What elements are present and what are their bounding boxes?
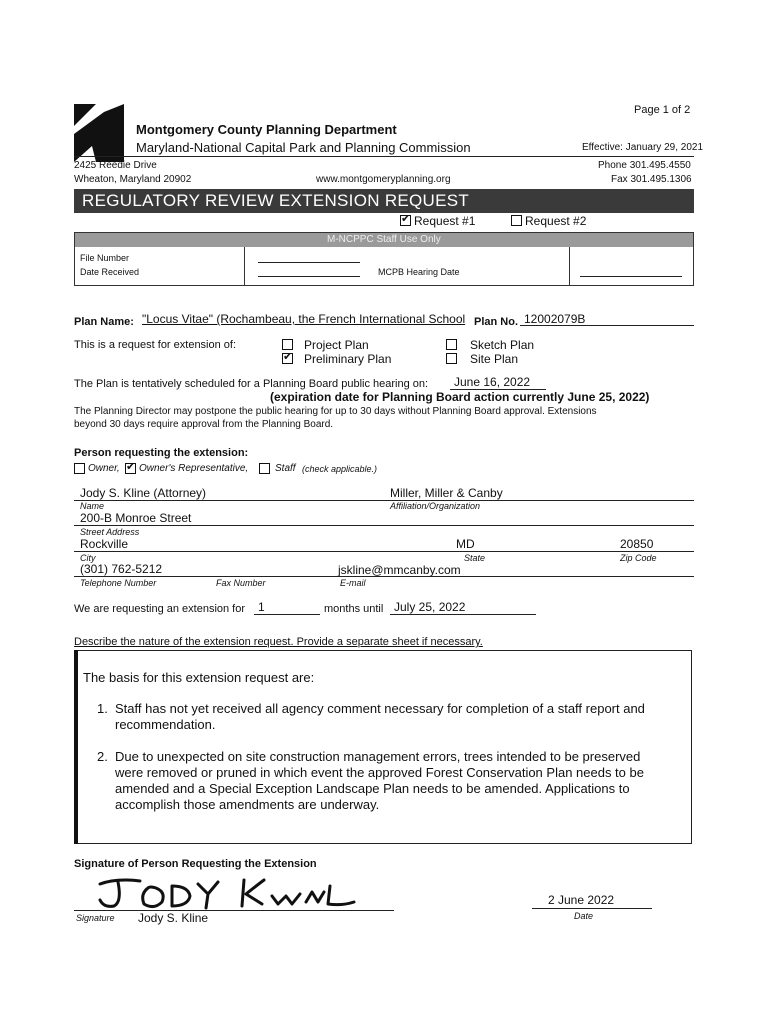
requester-org[interactable]: Miller, Miller & Canby <box>390 486 503 500</box>
phone-line <box>74 576 694 577</box>
staff-use-table <box>74 232 694 286</box>
basis-intro: The basis for this extension request are: <box>83 670 315 685</box>
site-plan-label: Site Plan <box>470 352 519 366</box>
describe-instruction: Describe the nature of the extension request. Provide a separate sheet if necessary. <box>74 636 483 648</box>
date-received-label: Date Received <box>80 267 140 277</box>
staff-checkbox[interactable] <box>259 463 270 474</box>
owner-rep-label: Owner's Representative, <box>139 463 249 474</box>
request-1-checkbox[interactable] <box>400 215 411 226</box>
file-number-field[interactable] <box>258 262 360 263</box>
preliminary-plan-label: Preliminary Plan <box>304 352 392 366</box>
site-plan-checkbox[interactable] <box>446 353 457 364</box>
street-line <box>74 525 694 526</box>
email-label: E-mail <box>340 578 366 588</box>
website: www.montgomeryplanning.org <box>316 174 451 185</box>
date-received-field[interactable] <box>258 276 360 277</box>
person-heading: Person requesting the extension: <box>74 447 249 459</box>
basis-box[interactable] <box>74 650 692 844</box>
basis-item-2-line-3: amended and a Special Exception Landscape Plan needs to be amended. Applications to <box>115 781 630 796</box>
org-label: Affiliation/Organization <box>390 501 481 511</box>
sketch-plan-label: Sketch Plan <box>470 338 535 352</box>
mcpb-hearing-field[interactable] <box>580 276 682 277</box>
signature-line <box>74 910 394 911</box>
state-label: State <box>464 553 486 563</box>
name-label: Name <box>80 501 105 511</box>
plan-no-value[interactable]: 12002079B <box>524 312 586 326</box>
date-line <box>532 908 652 909</box>
owner-rep-checkbox[interactable] <box>125 463 136 474</box>
owner-checkbox[interactable] <box>74 463 85 474</box>
address-line-2: Wheaton, Maryland 20902 <box>74 174 192 185</box>
months-underline <box>254 614 320 615</box>
name-line <box>74 500 694 501</box>
street-address[interactable]: 200-B Monroe Street <box>80 511 192 525</box>
page-number: Page 1 of 2 <box>634 104 691 116</box>
email[interactable]: jskline@mmcanby.com <box>338 563 461 577</box>
org-name: Montgomery County Planning Department <box>136 122 397 137</box>
hearing-date[interactable]: June 16, 2022 <box>454 375 531 389</box>
zip[interactable]: 20850 <box>620 537 654 551</box>
signature-heading: Signature of Person Requesting the Extension <box>74 858 317 870</box>
request-1-label: Request #1 <box>414 214 476 228</box>
city-label: City <box>80 553 96 563</box>
street-label: Street Address <box>80 527 140 537</box>
check-applicable-note: (check applicable.) <box>302 464 378 474</box>
state[interactable]: MD <box>456 537 475 551</box>
city-line <box>74 551 694 552</box>
extension-until[interactable]: July 25, 2022 <box>394 600 466 614</box>
signature-date[interactable]: 2 June 2022 <box>548 893 615 907</box>
fax-label: Fax Number <box>216 578 266 588</box>
extension-mid: months until <box>324 603 384 615</box>
telephone[interactable]: (301) 762-5212 <box>80 562 163 576</box>
hearing-text: The Plan is tentatively scheduled for a Planning Board public hearing on: <box>74 378 429 390</box>
until-underline <box>390 614 536 615</box>
staff-label: Staff <box>275 463 296 474</box>
phone: Phone 301.495.4550 <box>598 160 691 171</box>
form-title: REGULATORY REVIEW EXTENSION REQUEST <box>82 191 470 210</box>
project-plan-label: Project Plan <box>304 338 369 352</box>
plan-no-underline <box>520 325 694 326</box>
basis-item-1-num: 1. <box>97 701 108 716</box>
plan-no-label: Plan No. <box>474 316 519 328</box>
owner-label: Owner, <box>88 463 120 474</box>
basis-item-2-line-4: accomplish those amendments are underway. <box>115 797 380 812</box>
basis-item-1-line-2: recommendation. <box>115 717 216 732</box>
preliminary-plan-checkbox[interactable] <box>282 353 293 364</box>
file-number-label: File Number <box>80 253 130 263</box>
request-for-label: This is a request for extension of: <box>74 339 237 351</box>
sketch-plan-checkbox[interactable] <box>446 339 457 350</box>
extension-pre: We are requesting an extension for <box>74 603 246 615</box>
request-2-label: Request #2 <box>525 214 587 228</box>
title-bar <box>74 189 694 213</box>
printed-name: Jody S. Kline <box>138 911 209 925</box>
plan-name-label: Plan Name: <box>74 316 134 328</box>
handwritten-signature <box>96 872 366 912</box>
telephone-label: Telephone Number <box>80 578 157 588</box>
fax: Fax 301.495.1306 <box>611 174 692 185</box>
mncppc-logo <box>74 104 124 162</box>
date-label: Date <box>574 911 594 921</box>
mcpb-hearing-label: MCPB Hearing Date <box>378 267 460 277</box>
expiration-note: (expiration date for Planning Board action currently June 25, 2022) <box>270 390 650 404</box>
postpone-paragraph-1: The Planning Director may postpone the public hearing for up to 30 days without Planning Board approval. Extensions <box>74 406 597 417</box>
project-plan-checkbox[interactable] <box>282 339 293 350</box>
effective-date: Effective: January 29, 2021 <box>582 142 704 153</box>
zip-label: Zip Code <box>620 553 657 563</box>
requester-name[interactable]: Jody S. Kline (Attorney) <box>80 486 207 500</box>
postpone-paragraph-2: beyond 30 days require approval from the Planning Board. <box>74 419 334 430</box>
signature-label: Signature <box>76 913 115 923</box>
basis-item-2-line-2: were removed or pruned in which event the approved Forest Conservation Plan needs to be <box>115 765 644 780</box>
staff-use-label: M-NCPPC Staff Use Only <box>327 234 441 245</box>
header-rule <box>74 156 694 157</box>
extension-months[interactable]: 1 <box>258 600 265 614</box>
staff-use-banner <box>75 233 693 247</box>
address-line-1: 2425 Reedie Drive <box>74 160 157 171</box>
city[interactable]: Rockville <box>80 537 129 551</box>
basis-item-1-line-1: Staff has not yet received all agency comment necessary for completion of a staff report and <box>115 701 645 716</box>
basis-item-2-num: 2. <box>97 749 108 764</box>
basis-item-2-line-1: Due to unexpected on site construction management errors, trees intended to be preserved <box>115 749 641 764</box>
request-2-checkbox[interactable] <box>511 215 522 226</box>
commission-name: Maryland-National Capital Park and Planning Commission <box>136 140 471 155</box>
plan-name-value[interactable]: "Locus Vitae" (Rochambeau, the French International School <box>142 312 466 326</box>
